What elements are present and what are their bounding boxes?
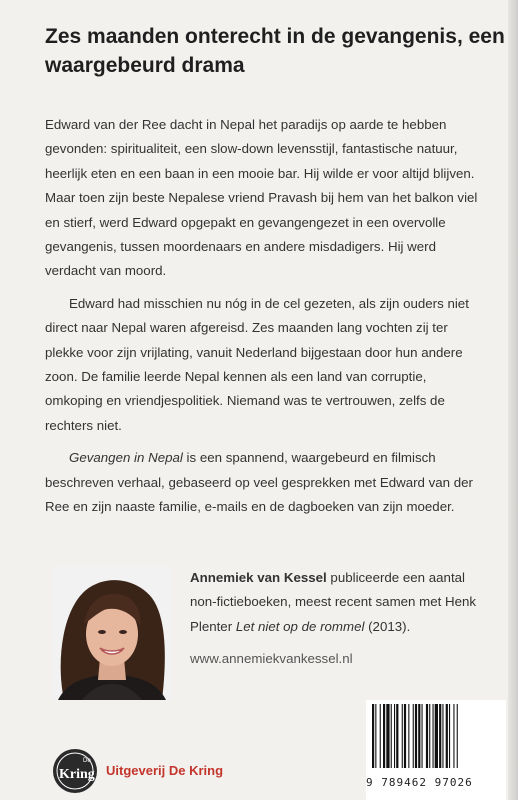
blurb xyxy=(45,113,485,520)
kring-logo-icon xyxy=(52,748,98,794)
barcode-bar xyxy=(457,704,458,768)
author-bio-text xyxy=(190,566,490,639)
logo-text-top: De xyxy=(83,758,91,764)
barcode-bar xyxy=(453,704,454,768)
author-photo xyxy=(52,566,172,700)
barcode-bar xyxy=(415,704,417,768)
blurb-paragraph-3-text: is een spannend, waargebeurd en filmisch beschreven verhaal, gebaseerd op veel gesprekken met Edward van der Ree en zijn naaste familie, e-mails en de dagboeken van zijn moeder. xyxy=(45,450,473,515)
barcode-bar xyxy=(435,704,438,768)
blurb-paragraph-3 xyxy=(45,446,485,519)
barcode-bar xyxy=(408,704,409,768)
author-portrait-image xyxy=(52,566,172,700)
logo-text-main: Kring xyxy=(59,767,95,782)
barcode-bar xyxy=(449,704,450,768)
author-bio xyxy=(190,566,490,672)
barcode-bar xyxy=(422,704,423,768)
author-name: Annemiek van Kessel xyxy=(190,570,327,585)
barcode-bar xyxy=(429,704,430,768)
author-recent-book: Let niet op de rommel xyxy=(235,618,365,634)
barcode-bar xyxy=(372,704,374,768)
book-title: Gevangen in Nepal xyxy=(69,450,183,466)
isbn-barcode xyxy=(366,700,506,800)
barcode-bar xyxy=(433,704,434,768)
barcode-bar xyxy=(404,704,406,768)
spine-edge xyxy=(508,0,518,800)
isbn-number: 9 789462 97026 xyxy=(366,776,473,789)
barcode-bar xyxy=(375,704,376,768)
back-cover-headline: Zes maanden onterecht in de gevangenis, een waargebeurd drama xyxy=(45,25,505,77)
barcode-bar xyxy=(439,704,441,768)
barcode-bar xyxy=(426,704,428,768)
publisher-logo xyxy=(52,748,98,794)
publisher-name: Uitgeverij De Kring xyxy=(106,763,224,778)
barcode-bar xyxy=(391,704,392,768)
barcode-bar xyxy=(442,704,443,768)
author-bio-part-1: publiceerde een aantal non-fictieboeken, meest recent samen met Henk Plenter xyxy=(190,570,477,634)
blurb-paragraph-1: Edward van der Ree dacht in Nepal het paradijs op aarde te hebben gevonden: spiritualiteit, een slow-down levensstijl, fantastische natuur, heerlijk eten en een baan in een mooie bar. Hij wilde er voor altijd blijven. Maar toen zijn beste Nepalese vriend Pravash bij hem van het balkon viel en stierf, werd Edward opgepakt en gevangengezet in een overvolle gevangenis, tussen moordenaars en andere misdadigers. Hij werd verdacht van moord. xyxy=(45,117,478,279)
barcode-bar xyxy=(380,704,381,768)
barcode-bar xyxy=(386,704,389,768)
barcode-bar xyxy=(413,704,414,768)
author-bio-part-2: (2013). xyxy=(364,618,411,634)
barcode-bars xyxy=(366,700,506,772)
blurb-paragraph-2: Edward had misschien nu nóg in de cel gezeten, als zijn ouders niet direct naar Nepal waren afgereisd. Zes maanden lang vochten zij ter plekke voor zijn vrijlating, vanuit Nederland bijgestaan door hun andere zoon. De familie leerde Nepal kennen als een land van corruptie, omkoping en vriendjespolitiek. Niemand was te vertrouwen, zelfs de rechters niet. xyxy=(45,295,469,433)
barcode-bar xyxy=(383,704,385,768)
author-website: www.annemiekvankessel.nl xyxy=(190,651,353,667)
barcode-bar xyxy=(402,704,403,768)
barcode-bar xyxy=(396,704,398,768)
barcode-bar xyxy=(446,704,448,768)
barcode-bar xyxy=(394,704,395,768)
barcode-bar xyxy=(418,704,420,768)
